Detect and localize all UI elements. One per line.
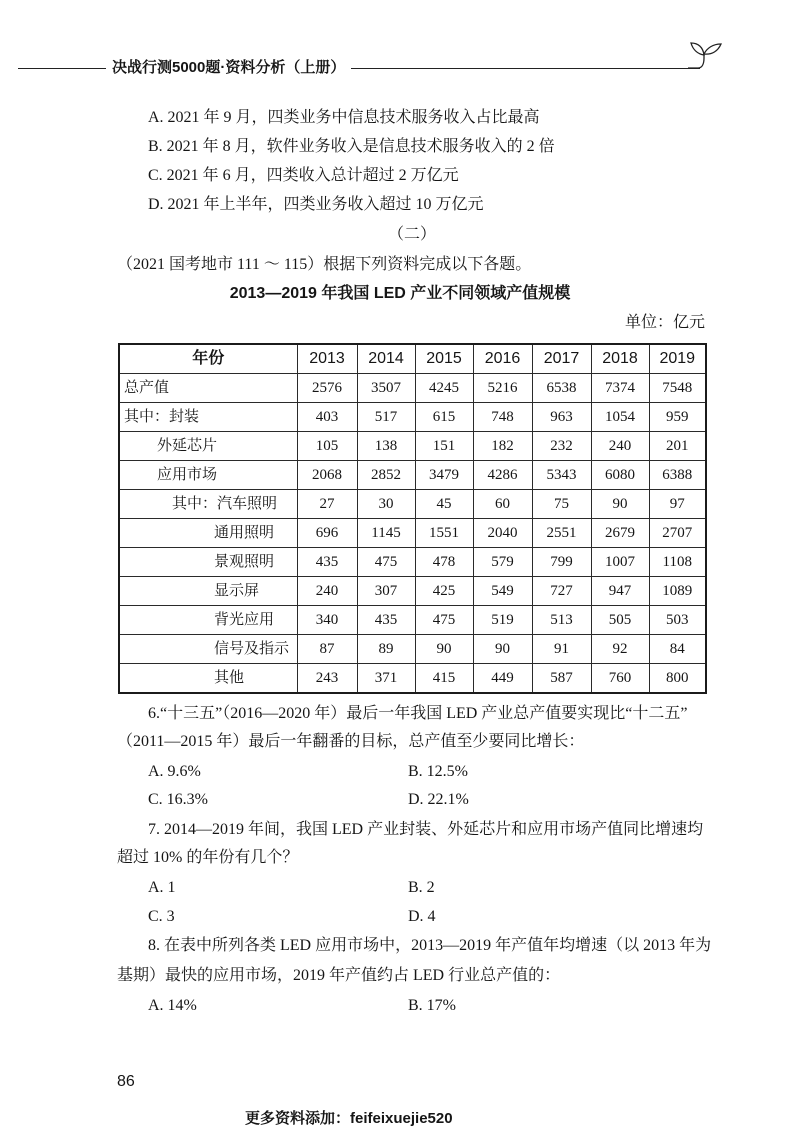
table-cell: 513 xyxy=(532,606,591,635)
table-cell: 760 xyxy=(591,664,649,694)
table-cell: 415 xyxy=(415,664,473,694)
table-cell: 75 xyxy=(532,490,591,519)
table-cell: 4245 xyxy=(415,374,473,403)
table-cell: 696 xyxy=(297,519,357,548)
table-cell: 371 xyxy=(357,664,415,694)
table-cell: 90 xyxy=(591,490,649,519)
table-cell: 7374 xyxy=(591,374,649,403)
column-header-year: 2016 xyxy=(473,344,532,374)
table-row xyxy=(119,606,706,635)
prev-option-c: C. 2021 年 6 月，四类收入总计超过 2 万亿元 xyxy=(148,167,459,184)
table-row xyxy=(119,635,706,664)
table-row xyxy=(119,519,706,548)
table-cell: 449 xyxy=(473,664,532,694)
table-cell: 6388 xyxy=(649,461,706,490)
table-cell: 4286 xyxy=(473,461,532,490)
table-unit: 单位：亿元 xyxy=(624,314,705,331)
table-row xyxy=(119,548,706,577)
table-row xyxy=(119,577,706,606)
question-8-option-b: B. 17% xyxy=(408,997,456,1014)
table-cell: 201 xyxy=(649,432,706,461)
table-cell: 1007 xyxy=(591,548,649,577)
table-cell: 340 xyxy=(297,606,357,635)
table-cell: 3507 xyxy=(357,374,415,403)
table-cell: 519 xyxy=(473,606,532,635)
table-cell: 182 xyxy=(473,432,532,461)
table-cell: 799 xyxy=(532,548,591,577)
table-cell: 800 xyxy=(649,664,706,694)
table-cell: 232 xyxy=(532,432,591,461)
table-cell: 1054 xyxy=(591,403,649,432)
table-cell: 91 xyxy=(532,635,591,664)
table-cell: 3479 xyxy=(415,461,473,490)
column-header-year: 2013 xyxy=(297,344,357,374)
table-cell: 947 xyxy=(591,577,649,606)
table-cell: 6538 xyxy=(532,374,591,403)
row-label: 信号及指示 xyxy=(119,635,297,664)
row-label: 景观照明 xyxy=(119,548,297,577)
table-cell: 240 xyxy=(297,577,357,606)
table-row xyxy=(119,664,706,694)
table-cell: 403 xyxy=(297,403,357,432)
table-row xyxy=(119,403,706,432)
footer-note: 更多资料添加：feifeixuejie520 xyxy=(245,1110,453,1127)
table-cell: 615 xyxy=(415,403,473,432)
table-cell: 89 xyxy=(357,635,415,664)
row-label: 其中：封装 xyxy=(119,403,297,432)
table-cell: 2852 xyxy=(357,461,415,490)
column-header-year: 2018 xyxy=(591,344,649,374)
section-heading: （二） xyxy=(387,226,436,243)
table-cell: 105 xyxy=(297,432,357,461)
table-cell: 30 xyxy=(357,490,415,519)
table-cell: 2551 xyxy=(532,519,591,548)
table-cell: 425 xyxy=(415,577,473,606)
table-cell: 748 xyxy=(473,403,532,432)
table-cell: 2040 xyxy=(473,519,532,548)
table-cell: 1089 xyxy=(649,577,706,606)
table-cell: 587 xyxy=(532,664,591,694)
header-rule-left xyxy=(18,68,106,69)
question-7-stem-line-1: 7. 2014—2019 年间，我国 LED 产业封装、外延芯片和应用市场产值同比增速均 xyxy=(148,821,704,838)
table-cell: 90 xyxy=(473,635,532,664)
column-header-year: 2015 xyxy=(415,344,473,374)
table-row xyxy=(119,490,706,519)
table-cell: 2679 xyxy=(591,519,649,548)
table-cell: 2576 xyxy=(297,374,357,403)
section-intro: （2021 国考地市 111 ～ 115）根据下列资料完成以下各题。 xyxy=(117,256,532,273)
prev-option-d: D. 2021 年上半年，四类业务收入超过 10 万亿元 xyxy=(148,196,484,213)
table-cell: 307 xyxy=(357,577,415,606)
table-cell: 151 xyxy=(415,432,473,461)
table-cell: 45 xyxy=(415,490,473,519)
question-7-option-b: B. 2 xyxy=(408,879,435,896)
table-cell: 505 xyxy=(591,606,649,635)
row-label: 背光应用 xyxy=(119,606,297,635)
table-cell: 579 xyxy=(473,548,532,577)
table-cell: 97 xyxy=(649,490,706,519)
question-8-stem-line-1: 8. 在表中所列各类 LED 应用市场中，2013—2019 年产值年均增速（以 2013 年为 xyxy=(148,937,712,954)
question-7-option-c: C. 3 xyxy=(148,908,175,925)
table-cell: 240 xyxy=(591,432,649,461)
table-cell: 727 xyxy=(532,577,591,606)
row-label: 其他 xyxy=(119,664,297,694)
table-body xyxy=(119,374,706,694)
prev-option-b: B. 2021 年 8 月，软件业务收入是信息技术服务收入的 2 倍 xyxy=(148,138,555,155)
table-cell: 2707 xyxy=(649,519,706,548)
table-cell: 1108 xyxy=(649,548,706,577)
question-6-option-d: D. 22.1% xyxy=(408,791,469,808)
table-row xyxy=(119,432,706,461)
row-label: 外延芯片 xyxy=(119,432,297,461)
table-cell: 478 xyxy=(415,548,473,577)
running-head xyxy=(18,58,700,78)
question-6-option-c: C. 16.3% xyxy=(148,791,208,808)
table-cell: 87 xyxy=(297,635,357,664)
table-cell: 5216 xyxy=(473,374,532,403)
table-cell: 7548 xyxy=(649,374,706,403)
question-6-stem-line-1: 6.“十三五”（2016—2020 年）最后一年我国 LED 产业总产值要实现比“十二五” xyxy=(148,705,688,722)
header-rule-right xyxy=(351,68,700,69)
column-header-year: 2017 xyxy=(532,344,591,374)
table-cell: 6080 xyxy=(591,461,649,490)
table-cell: 475 xyxy=(415,606,473,635)
question-7-option-d: D. 4 xyxy=(408,908,436,925)
table-cell: 959 xyxy=(649,403,706,432)
question-7-option-a: A. 1 xyxy=(148,879,176,896)
table-cell: 138 xyxy=(357,432,415,461)
page-number: 86 xyxy=(117,1073,135,1090)
table-cell: 84 xyxy=(649,635,706,664)
table-header-row xyxy=(119,344,706,374)
table-cell: 92 xyxy=(591,635,649,664)
table-cell: 503 xyxy=(649,606,706,635)
book-title: 决战行测5000题·资料分析（上册） xyxy=(112,59,346,76)
table-cell: 60 xyxy=(473,490,532,519)
table-cell: 90 xyxy=(415,635,473,664)
question-8-stem-line-2: 基期）最快的应用市场，2019 年产值约占 LED 行业总产值的： xyxy=(117,967,561,984)
table-cell: 435 xyxy=(297,548,357,577)
table-row xyxy=(119,374,706,403)
table-cell: 549 xyxy=(473,577,532,606)
question-6-option-b: B. 12.5% xyxy=(408,763,468,780)
table-cell: 435 xyxy=(357,606,415,635)
question-8-option-a: A. 14% xyxy=(148,997,197,1014)
column-header-year: 2014 xyxy=(357,344,415,374)
row-label: 应用市场 xyxy=(119,461,297,490)
table-cell: 27 xyxy=(297,490,357,519)
table-cell: 243 xyxy=(297,664,357,694)
table-cell: 517 xyxy=(357,403,415,432)
table-cell: 1551 xyxy=(415,519,473,548)
led-output-table xyxy=(118,343,707,694)
table-row xyxy=(119,461,706,490)
row-label: 其中：汽车照明 xyxy=(119,490,297,519)
prev-option-a: A. 2021 年 9 月，四类业务中信息技术服务收入占比最高 xyxy=(148,109,540,126)
row-label: 总产值 xyxy=(119,374,297,403)
table-cell: 5343 xyxy=(532,461,591,490)
row-label: 显示屏 xyxy=(119,577,297,606)
sprout-icon xyxy=(688,38,724,70)
table-title: 2013—2019 年我国 LED 产业不同领域产值规模 xyxy=(229,285,571,302)
question-6-stem-line-2: （2011—2015 年）最后一年翻番的目标，总产值至少要同比增长： xyxy=(117,733,585,750)
column-header-year: 2019 xyxy=(649,344,706,374)
table-cell: 1145 xyxy=(357,519,415,548)
row-label: 通用照明 xyxy=(119,519,297,548)
question-6-option-a: A. 9.6% xyxy=(148,763,201,780)
table-cell: 2068 xyxy=(297,461,357,490)
table-cell: 475 xyxy=(357,548,415,577)
column-header-label: 年份 xyxy=(119,344,297,374)
table-cell: 963 xyxy=(532,403,591,432)
question-7-stem-line-2: 超过 10% 的年份有几个？ xyxy=(117,849,299,866)
